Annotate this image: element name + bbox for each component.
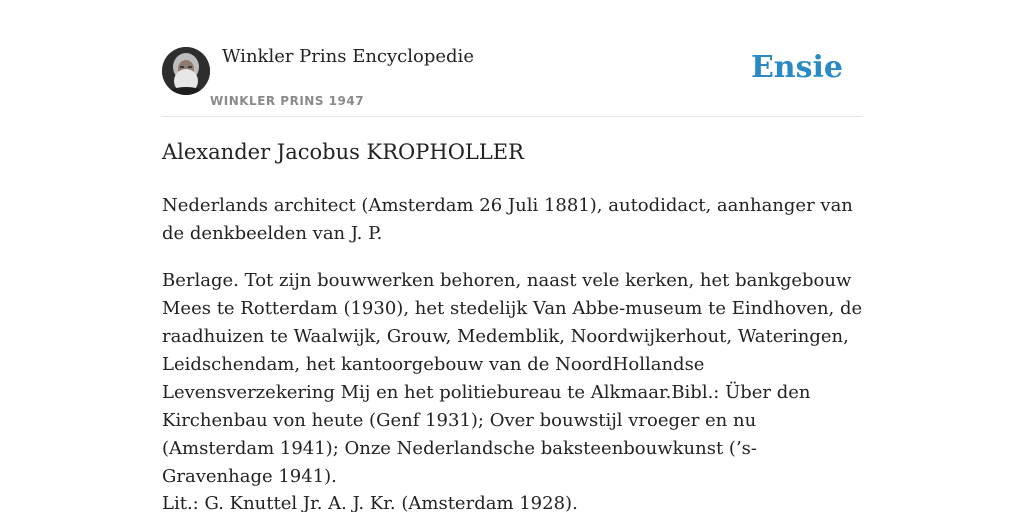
article-card bbox=[162, 0, 863, 512]
source-avatar[interactable] bbox=[162, 47, 210, 95]
article-paragraph-1: Nederlands architect (Amsterdam 26 Juli 1881), autodidact, aanhanger van de denkbeelden van J. P. bbox=[162, 195, 853, 244]
edition-label: WINKLER PRINS 1947 bbox=[210, 94, 365, 108]
source-name-link[interactable]: Winkler Prins Encyclopedie bbox=[222, 46, 474, 67]
portrait-avatar-icon bbox=[162, 47, 210, 95]
source-header bbox=[162, 0, 862, 117]
article-paragraph-2: Berlage. Tot zijn bouwwerken behoren, naast vele kerken, het bankgebouw Mees te Rotterdam (1930), het stedelijk Van Abbe-museum te Eindhoven, de raadhuizen te Waalwijk, Grouw, Medemblik, Noordwijkerhout, Wateringen, Leidschendam, het kantoorgebouw van de NoordHollandse Levensverzekering Mij en het politiebureau te Alkmaar.Bibl.: Über den Kirchenbau von heute (Genf 1931); Over bouwstijl vroeger en nu (Amsterdam 1941); Onze Nederlandsche baksteenbouwkunst (’s-Gravenhage 1941). bbox=[162, 270, 863, 487]
article-title: Alexander Jacobus KROPHOLLER bbox=[162, 140, 524, 164]
article-literature: Lit.: G. Knuttel Jr. A. J. Kr. (Amsterdam 1928). bbox=[162, 493, 578, 512]
ensie-logo-link[interactable]: Ensie bbox=[750, 50, 843, 85]
